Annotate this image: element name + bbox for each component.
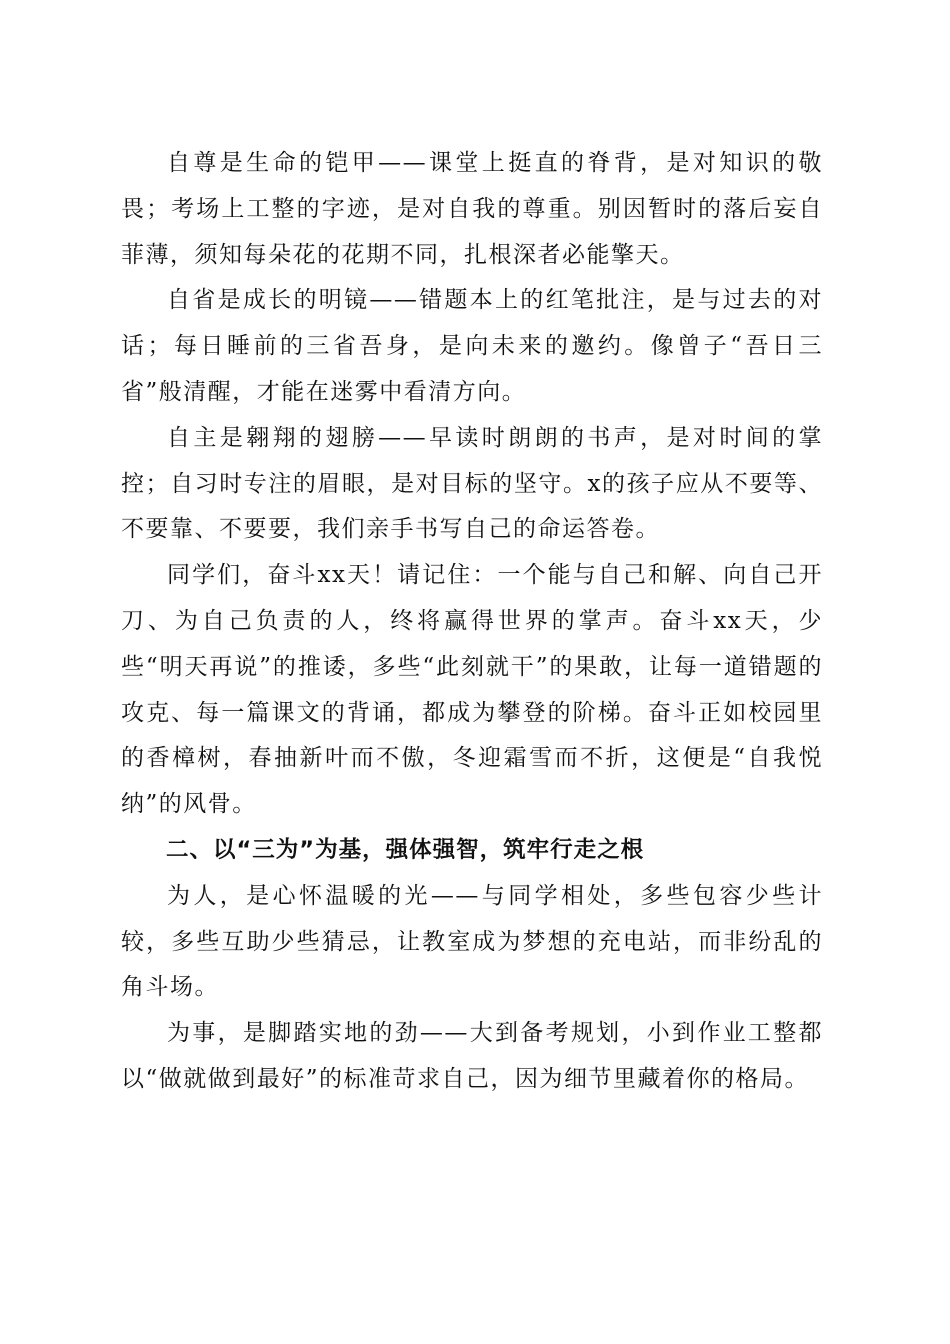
document-page — [121, 141, 823, 1103]
paragraph-self-reflection: 自省是成长的明镜——错题本上的红笔批注，是与过去的对话；每日睡前的三省吾身，是向未来的邀约。像曾子“吾日三省”般清醒，才能在迷雾中看清方向。 — [121, 287, 823, 405]
paragraph-self-respect: 自尊是生命的铠甲——课堂上挺直的脊背，是对知识的敬畏；考场上工整的字迹，是对自我的尊重。别因暂时的落后妄自菲薄，须知每朵花的花期不同，扎根深者必能擎天。 — [121, 150, 823, 268]
paragraph-being-a-person: 为人，是心怀温暖的光——与同学相处，多些包容少些计较，多些互助少些猜忌，让教室成为梦想的充电站，而非纷乱的角斗场。 — [121, 882, 823, 1001]
paragraph-self-reliance: 自主是翱翔的翅膀——早读时朗朗的书声，是对时间的掌控；自习时专注的眉眼，是对目标的坚守。x的孩子应从不要等、不要靠、不要要，我们亲手书写自己的命运答卷。 — [121, 424, 823, 543]
paragraph-call-to-students: 同学们，奋斗xx天！请记住：一个能与自己和解、向自己开刀、为自己负责的人，终将赢得世界的掌声。奋斗xx天，少些“明天再说”的推诿，多些“此刻就干”的果敢，让每一道错题的攻克、每一篇课文的背诵，都成为攀登的阶梯。奋斗正如校园里的香樟树，春抽新叶而不傲，冬迎霜雪而不折，这便是“自我悦纳”的风骨。 — [121, 562, 823, 818]
paragraph-doing-things: 为事，是脚踏实地的劲——大到备考规划，小到作业工整都以“做就做到最好”的标准苛求自己，因为细节里藏着你的格局。 — [121, 1020, 823, 1092]
section-heading: 二、以“三为”为基，强体强智，筑牢行走之根 — [166, 836, 645, 863]
